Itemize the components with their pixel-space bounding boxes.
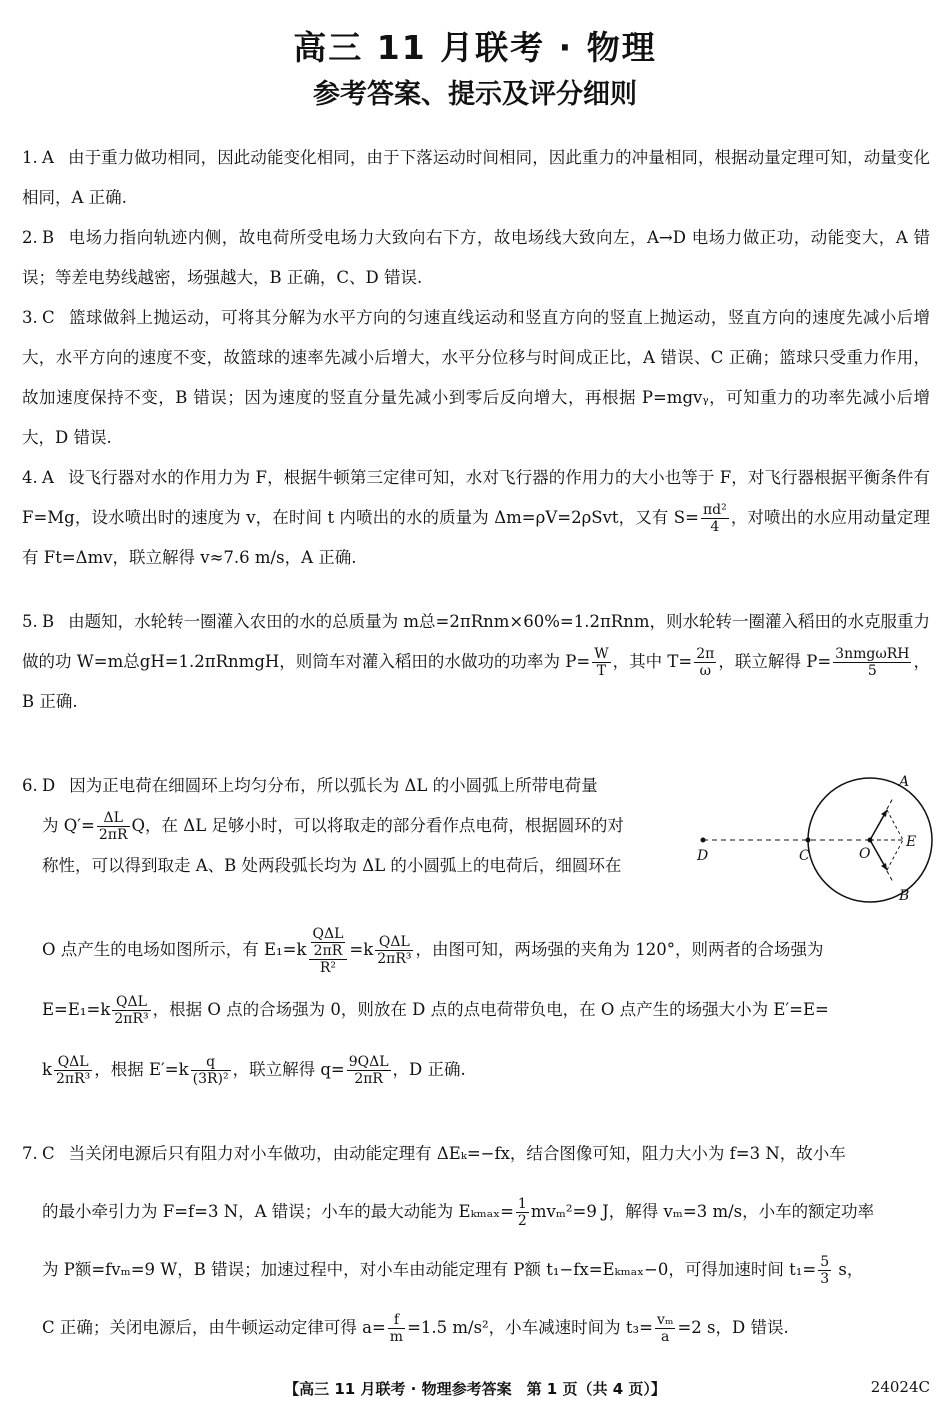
answer-text: ，根据 O 点的合场强为 0，则放在 D 点的点电荷带负电，在 O 点产生的场强大小为 E′=E= bbox=[152, 1000, 829, 1019]
answer-choice: B bbox=[42, 612, 55, 631]
answer-6 bbox=[22, 766, 682, 886]
fraction-denominator: 2πR³ bbox=[377, 951, 412, 967]
label-D: D bbox=[697, 848, 709, 864]
fraction-denominator: 2πR bbox=[98, 827, 128, 843]
page-title: 高三 11 月联考 · 物理 bbox=[293, 28, 657, 67]
answer-text: O 点产生的电场如图所示，有 E₁=k bbox=[42, 940, 307, 959]
fraction-numerator: 9QΔL bbox=[348, 1054, 389, 1070]
answer-text: 由于重力做功相同，因此动能变化相同，由于下落运动时间相同，因此重力的冲量相同，根据动量定理可知，动量变化相同，A 正确. bbox=[22, 148, 930, 207]
fraction-denominator: (3R)² bbox=[192, 1071, 229, 1087]
answer-2 bbox=[22, 218, 930, 298]
fraction-denominator: 2πR bbox=[354, 1071, 383, 1087]
fraction bbox=[592, 646, 610, 679]
fraction-numerator bbox=[309, 926, 348, 960]
fraction bbox=[694, 646, 716, 679]
answer-text: 设飞行器对水的作用力为 F，根据牛顿第三定律可知，水对飞行器的作用力的大小也等于 F，对飞行器根据平衡条件有 F=Mg，设水喷出时的速度为 v，在时间 t 内喷出的水的质量为 Δm=ρV=2ρSvt，又有 S= bbox=[22, 468, 930, 527]
page-subtitle: 参考答案、提示及评分细则 bbox=[313, 79, 637, 110]
answer-7-line1 bbox=[22, 1125, 930, 1183]
answer-7-line2 bbox=[22, 1183, 930, 1241]
fraction-numerator: ΔL bbox=[97, 810, 130, 827]
answer-text: =1.5 m/s²，小车减速时间为 t₃= bbox=[407, 1318, 653, 1337]
answer-text: 当关闭电源后只有阻力对小车做功，由动能定理有 ΔEₖ=−fx，结合图像可知，阻力大小为 f=3 N，故小车 bbox=[68, 1144, 846, 1163]
fraction-numerator: q bbox=[191, 1054, 231, 1071]
answer-text: 的最小牵引力为 F=f=3 N，A 错误；小车的最大动能为 Eₖₘₐₓ= bbox=[42, 1202, 514, 1221]
fraction-numerator: 1 bbox=[517, 1196, 527, 1212]
answer-number: 4. bbox=[22, 468, 38, 487]
answer-4 bbox=[22, 458, 930, 578]
answer-text: ，根据 E′=k bbox=[94, 1060, 189, 1079]
answer-text: ，D 正确. bbox=[392, 1060, 466, 1079]
answer-number: 2. bbox=[22, 228, 38, 247]
answer-7-line4 bbox=[22, 1299, 930, 1357]
answer-text: C 正确；关闭电源后，由牛顿运动定律可得 a= bbox=[42, 1318, 386, 1337]
answer-text: ，对喷出的水应用动量定理有 Ft=Δmv，联立解得 v≈7.6 m/s，A 正确. bbox=[22, 508, 930, 567]
answer-6-line5 bbox=[42, 980, 930, 1040]
answer-text: 称性，可以得到取走 A、B 处两段弧长均为 ΔL 的小圆弧上的电荷后，细圆环在 bbox=[42, 856, 622, 875]
answer-text: ，由图可知，两场强的夹角为 120°，则两者的合场强为 bbox=[415, 940, 824, 959]
answer-text: s， bbox=[833, 1260, 864, 1279]
fraction bbox=[311, 926, 346, 959]
answer-6-continued bbox=[42, 920, 930, 1100]
fraction bbox=[833, 646, 911, 679]
fraction-denominator: m bbox=[389, 1329, 404, 1345]
parallelogram-side-1 bbox=[887, 810, 903, 840]
label-C: C bbox=[799, 848, 810, 864]
fraction bbox=[655, 1312, 676, 1345]
answer-6-line6 bbox=[42, 1040, 930, 1100]
fraction bbox=[701, 502, 729, 535]
label-O: O bbox=[859, 846, 871, 862]
answer-text: ，联立解得 q= bbox=[232, 1060, 345, 1079]
answer-choice: C bbox=[42, 1144, 55, 1163]
fraction-numerator: QΔL bbox=[54, 1054, 92, 1071]
label-E: E bbox=[906, 834, 917, 850]
fraction bbox=[818, 1254, 831, 1287]
fraction-denominator: 2πR bbox=[313, 942, 343, 959]
answer-text: ，其中 T= bbox=[612, 652, 693, 671]
answer-text: ，联立解得 P= bbox=[718, 652, 832, 671]
answer-text: ，B 正确. bbox=[22, 652, 930, 711]
answer-number: 3. bbox=[22, 308, 38, 327]
fraction-numerator: W bbox=[594, 646, 609, 662]
answer-number: 6. bbox=[22, 776, 38, 795]
answer-5 bbox=[22, 602, 930, 722]
point-D bbox=[701, 838, 706, 843]
fraction-numerator: QΔL bbox=[375, 934, 413, 951]
answer-text: =k bbox=[349, 940, 374, 959]
answer-choice: A bbox=[42, 468, 54, 487]
fraction-denominator: ω bbox=[699, 663, 712, 679]
fraction bbox=[191, 1054, 231, 1087]
answer-6-line4 bbox=[42, 920, 930, 980]
fraction-numerator: vₘ bbox=[656, 1312, 674, 1328]
parallelogram-side-2 bbox=[887, 840, 903, 870]
fraction bbox=[347, 1054, 391, 1087]
fraction-numerator: πd² bbox=[702, 502, 727, 518]
answer-3 bbox=[22, 298, 930, 458]
answer-text: =2 s，D 错误. bbox=[677, 1318, 789, 1337]
answer-text: 为 P额=fvₘ=9 W，B 错误；加速过程中，对小车由动能定理有 P额 t₁−fx=Eₖₘₐₓ−0，可得加速时间 t₁= bbox=[42, 1260, 817, 1279]
fraction-denominator: 2πR³ bbox=[114, 1011, 149, 1027]
point-O bbox=[868, 838, 873, 843]
fraction-numerator: 5 bbox=[820, 1254, 830, 1270]
fraction bbox=[388, 1312, 405, 1345]
fraction-denominator: R² bbox=[319, 959, 337, 976]
fraction bbox=[375, 934, 413, 967]
answer-text: 因为正电荷在细圆环上均匀分布，所以弧长为 ΔL 的小圆弧上所带电荷量 bbox=[69, 776, 598, 795]
fraction-denominator: T bbox=[596, 663, 607, 679]
answer-choice: C bbox=[42, 308, 55, 327]
answer-text: mvₘ²=9 J，解得 vₘ=3 m/s，小车的额定功率 bbox=[530, 1202, 875, 1221]
answer-text: 电场力指向轨迹内侧，故电荷所受电场力大致向右下方，故电场线大致向左，A→D 电场力做正功，动能变大，A 错误；等差电势线越密，场强越大，B 正确，C、D 错误. bbox=[22, 228, 930, 287]
point-C bbox=[806, 838, 811, 843]
answer-7 bbox=[22, 1125, 930, 1357]
fraction-numerator: f bbox=[388, 1312, 405, 1329]
answer-choice: D bbox=[42, 776, 56, 795]
fraction-denominator: 3 bbox=[820, 1271, 830, 1287]
fraction bbox=[54, 1054, 92, 1087]
answer-text: E=E₁=k bbox=[42, 1000, 111, 1019]
answer-choice: B bbox=[42, 228, 55, 247]
answer-number: 5. bbox=[22, 612, 38, 631]
footer-code: 24024C bbox=[870, 1378, 930, 1396]
answer-text: Q，在 ΔL 足够小时，可以将取走的部分看作点电荷，根据圆环的对 bbox=[131, 816, 624, 835]
answer-number: 7. bbox=[22, 1144, 38, 1163]
fraction-denominator: 2πR³ bbox=[56, 1071, 91, 1087]
fraction-numerator: 2π bbox=[696, 646, 715, 662]
fraction-denominator: a bbox=[661, 1329, 670, 1345]
answer-7-line3 bbox=[22, 1241, 930, 1299]
ring-field-diagram bbox=[685, 770, 935, 910]
fraction bbox=[97, 810, 130, 843]
answer-number: 1. bbox=[22, 148, 38, 167]
fraction-denominator: 2 bbox=[517, 1213, 527, 1229]
nested-fraction bbox=[309, 926, 348, 976]
answer-choice: A bbox=[42, 148, 54, 167]
fraction-numerator: QΔL bbox=[112, 994, 150, 1011]
answer-text: 篮球做斜上抛运动，可将其分解为水平方向的匀速直线运动和竖直方向的竖直上抛运动，竖直方向的速度先减小后增大，水平方向的速度不变，故篮球的速率先减小后增大，水平分位移与时间成正比，A 错误、C 正确；篮球只受重力作用，故加速度保持不变，B 错误；因为速度的竖直分量先减小到零后反向增大，再根据 P=mgvᵧ，可知重力的功率先减小后增大，D 错误. bbox=[22, 308, 930, 447]
answer-text: 为 Q′= bbox=[42, 816, 95, 835]
footer-page-info: 【高三 11 月联考 · 物理参考答案 第 1 页（共 4 页）】 bbox=[284, 1380, 666, 1398]
fraction-numerator: 3nmgωRH bbox=[835, 646, 910, 662]
label-B: B bbox=[899, 888, 910, 904]
fraction-denominator: 5 bbox=[867, 663, 877, 679]
fraction-denominator: 4 bbox=[710, 519, 720, 535]
fraction bbox=[516, 1196, 529, 1229]
fraction-numerator: QΔL bbox=[312, 925, 344, 942]
answer-1 bbox=[22, 138, 930, 218]
answer-text: k bbox=[42, 1060, 52, 1079]
answer-text: 由题知，水轮转一圈灌入农田的水的总质量为 m总=2πRnm×60%=1.2πRnm，则水轮转一圈灌入稻田的水克服重力做的功 W=m总gH=1.2πRnmgH，则筒车对灌入稻田的水做功的功率为 P= bbox=[22, 612, 930, 671]
label-A: A bbox=[899, 774, 910, 790]
fraction bbox=[112, 994, 150, 1027]
